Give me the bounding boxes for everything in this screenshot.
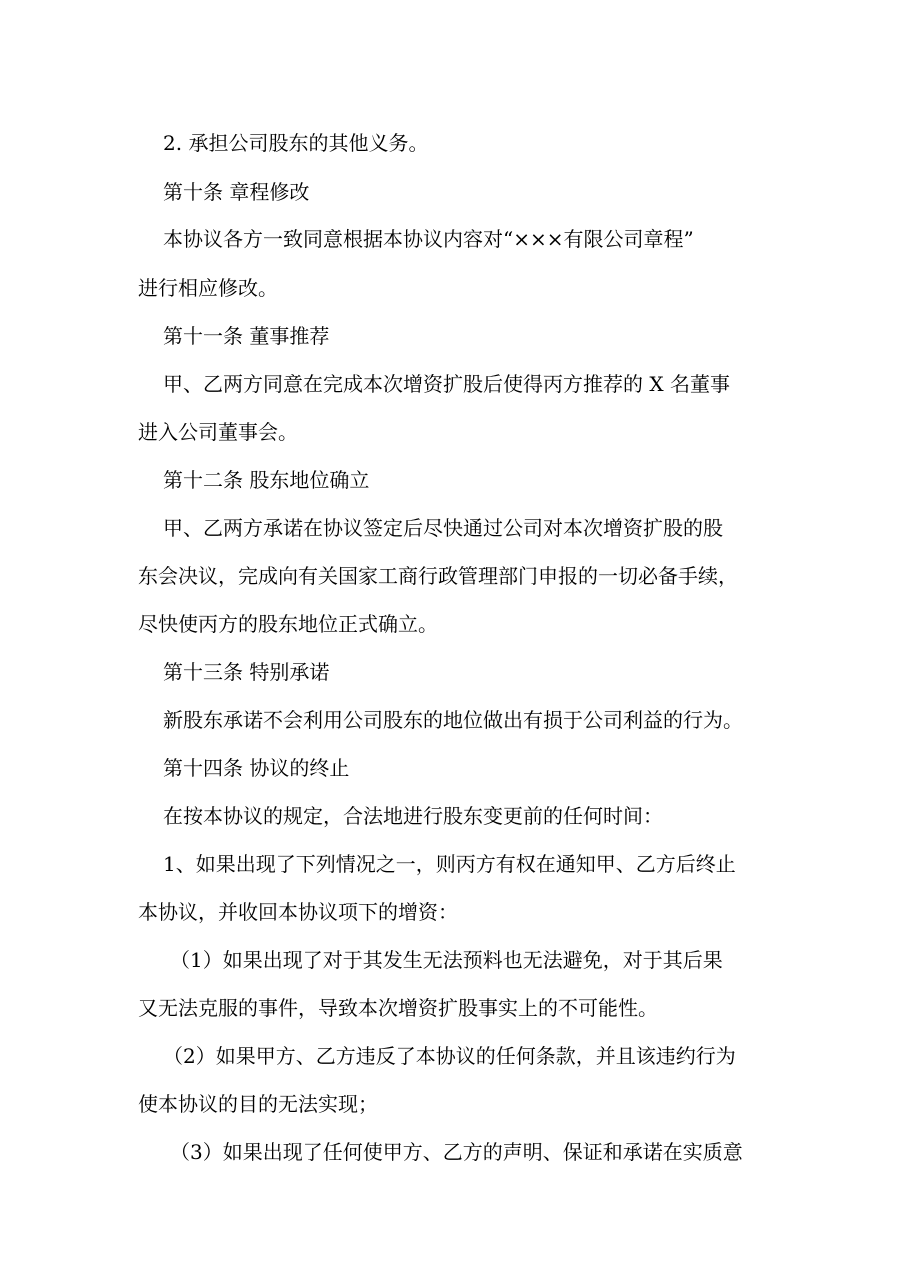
- article-14-sub-1-line-1: （1）如果出现了对于其发生无法预料也无法避免，对于其后果: [170, 948, 723, 972]
- article-14-intro: 在按本协议的规定，合法地进行股东变更前的任何时间：: [163, 804, 663, 828]
- article-14-sub-1-line-2: 又无法克服的事件，导致本次增资扩股事实上的不可能性。: [138, 996, 658, 1020]
- article-14-sub-2-line-2: 使本协议的目的无法实现；: [138, 1092, 378, 1116]
- article-12-body-line-1: 甲、乙两方承诺在协议签定后尽快通过公司对本次增资扩股的股: [163, 516, 723, 540]
- article-11-body-line-2: 进入公司董事会。: [138, 420, 298, 444]
- article-14-sub-2-line-1: （2）如果甲方、乙方违反了本协议的任何条款，并且该违约行为: [163, 1044, 736, 1068]
- article-10-body-line-2: 进行相应修改。: [138, 276, 278, 300]
- article-12-body-line-3: 尽快使丙方的股东地位正式确立。: [138, 612, 438, 636]
- article-10-body-line-1: 本协议各方一致同意根据本协议内容对“×××有限公司章程”: [163, 227, 694, 251]
- article-10-heading: 第十条 章程修改: [163, 180, 310, 204]
- article-12-body-line-2: 东会决议，完成向有关国家工商行政管理部门申报的一切必备手续，: [138, 564, 738, 588]
- article-14-sub-3-line-1: （3）如果出现了任何使甲方、乙方的声明、保证和承诺在实质意: [170, 1140, 743, 1164]
- article-14-heading: 第十四条 协议的终止: [163, 756, 350, 780]
- clause-9-item-2: 2. 承担公司股东的其他义务。: [163, 131, 429, 155]
- article-14-item-1-line-2: 本协议，并收回本协议项下的增资：: [138, 900, 458, 924]
- article-13-body-line-1: 新股东承诺不会利用公司股东的地位做出有损于公司利益的行为。: [163, 708, 743, 732]
- article-11-body-line-1: 甲、乙两方同意在完成本次增资扩股后使得丙方推荐的 X 名董事: [163, 372, 730, 396]
- article-14-item-1-line-1: 1、如果出现了下列情况之一，则丙方有权在通知甲、乙方后终止: [163, 852, 736, 876]
- article-13-heading: 第十三条 特别承诺: [163, 660, 330, 684]
- article-12-heading: 第十二条 股东地位确立: [163, 468, 370, 492]
- article-11-heading: 第十一条 董事推荐: [163, 324, 330, 348]
